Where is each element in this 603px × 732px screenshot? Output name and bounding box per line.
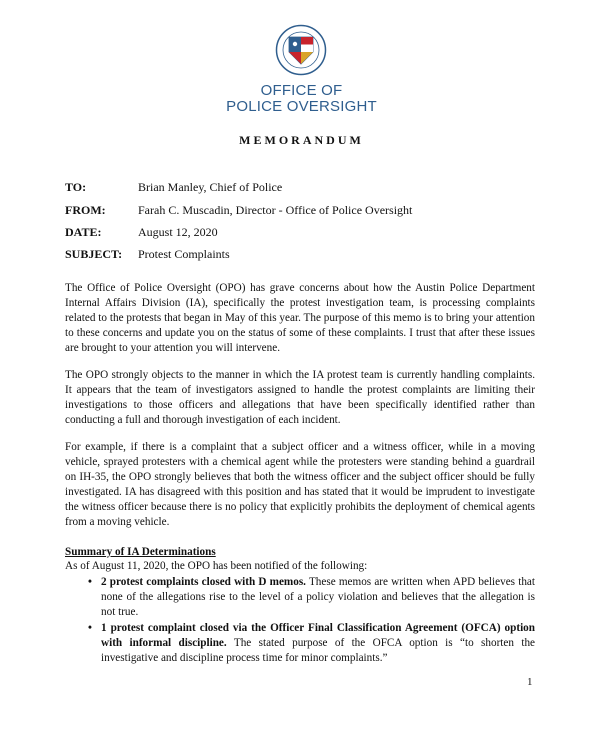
list-item (88, 621, 535, 666)
field-label: DATE: (65, 225, 102, 239)
memo-title: MEMORANDUM (239, 133, 364, 147)
list-item-bold: 2 protest complaints closed with D memos. (101, 576, 306, 588)
summary-intro: As of August 11, 2020, the OPO has been notified of the following: (65, 560, 368, 572)
body-paragraph: The OPO strongly objects to the manner in which the IA protest team is currently handling complaints. It appears that the team of investigators assigned to handle the protest complaints are limiting their investigations to those officers and allegations that have been specifically identified rather than conducting a full and thorough investigation of each incident. (65, 369, 535, 426)
body-paragraph: The Office of Police Oversight (OPO) has grave concerns about how the Austin Police Department Internal Affairs Division (IA), specifically the protest investigation team, is processing complaints related to the protests that began in May of this year. The purpose of this memo is to bring your attention to these concerns and update you on the status of some of these complaints. I trust that after these issues are brought to your attention you will intervene. (65, 282, 535, 354)
field-value: Brian Manley, Chief of Police (138, 180, 283, 194)
summary-heading: Summary of IA Determinations (65, 546, 216, 558)
list-item-text: The stated purpose of the OFCA option is “to shorten the investigative and discipline process time for minor complaints.” (101, 637, 536, 664)
body-paragraph: For example, if there is a complaint that a subject officer and a witness officer, while in a moving vehicle, sprayed protesters with a chemical agent while the protesters were standing behind a guardrail on IH-35, the OPO strongly believes that both the witness officer and the subject officer should be fully investigated. IA has disagreed with this position and has stated that it would be imprudent to investigate the witness officer because there is no policy that explicitly prohibits the deployment of chemical agents from a moving vehicle. (65, 441, 535, 528)
org-name-line2: POLICE OVERSIGHT (226, 98, 377, 115)
list-item-bold: 1 protest complaint closed via the Officer Final Classification Agreement (OFCA) option with informal discipline. (101, 622, 535, 649)
org-name-line1: OFFICE OF (260, 82, 343, 99)
bullet-icon: • (88, 622, 92, 634)
bullet-icon: • (88, 576, 92, 588)
field-value: Protest Complaints (138, 247, 230, 261)
field-label: SUBJECT: (65, 247, 123, 261)
list-item (88, 575, 535, 620)
page-number: 1 (527, 676, 533, 688)
summary-list (88, 575, 535, 667)
field-value: August 12, 2020 (138, 225, 218, 239)
field-value: Farah C. Muscadin, Director - Office of Police Oversight (138, 203, 413, 217)
list-item-text: These memos are written when APD believes that none of the allegations rise to the level of a policy violation and believes that the allegation is not true. (101, 576, 535, 618)
field-label: TO: (65, 180, 87, 194)
city-seal-icon (275, 24, 327, 76)
field-label: FROM: (65, 203, 106, 217)
